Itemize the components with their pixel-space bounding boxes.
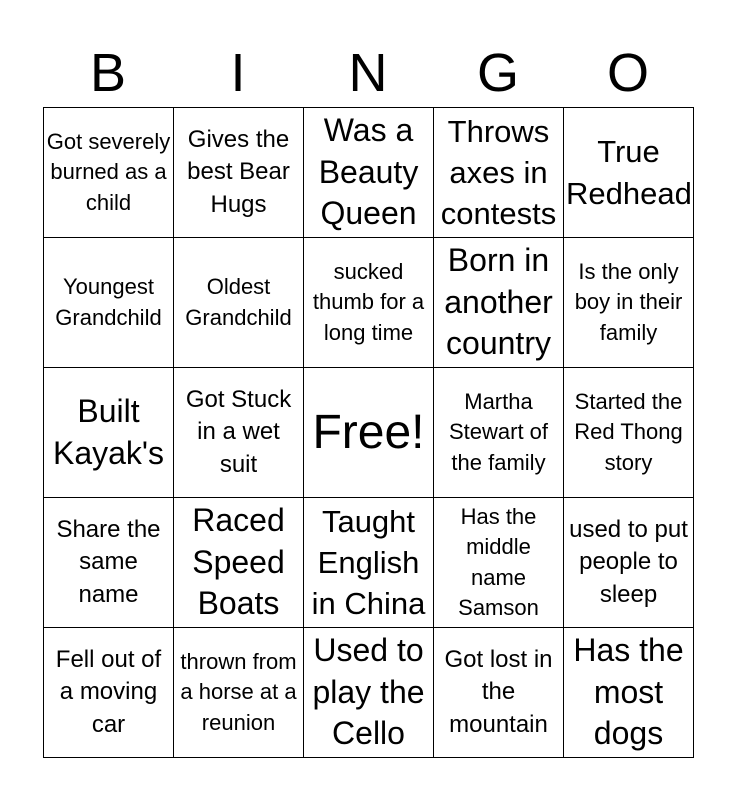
bingo-cell[interactable]: Built Kayak's <box>44 368 174 498</box>
bingo-card <box>43 107 694 758</box>
bingo-cell[interactable]: Taught English in China <box>304 498 434 628</box>
bingo-row <box>44 108 694 238</box>
bingo-cell[interactable]: Got Stuck in a wet suit <box>174 368 304 498</box>
bingo-cell[interactable]: Raced Speed Boats <box>174 498 304 628</box>
bingo-row <box>44 368 694 498</box>
bingo-cell[interactable]: Gives the best Bear Hugs <box>174 108 304 238</box>
bingo-cell[interactable]: Got lost in the mountain <box>434 628 564 758</box>
header-letter-n: N <box>348 43 388 103</box>
bingo-cell[interactable]: Born in another country <box>434 238 564 368</box>
bingo-cell[interactable]: Fell out of a moving car <box>44 628 174 758</box>
bingo-row <box>44 628 694 758</box>
header-letter-i: I <box>230 43 246 103</box>
bingo-cell[interactable]: Oldest Grandchild <box>174 238 304 368</box>
bingo-cell[interactable]: True Redhead <box>564 108 694 238</box>
header-letter-b: B <box>89 43 127 103</box>
bingo-cell[interactable]: Started the Red Thong story <box>564 368 694 498</box>
bingo-cell[interactable]: thrown from a horse at a reunion <box>174 628 304 758</box>
bingo-cell[interactable]: sucked thumb for a long time <box>304 238 434 368</box>
bingo-cell[interactable]: Is the only boy in their family <box>564 238 694 368</box>
bingo-cell[interactable]: Throws axes in contests <box>434 108 564 238</box>
bingo-cell[interactable]: Youngest Grandchild <box>44 238 174 368</box>
bingo-cell[interactable]: Has the middle name Samson <box>434 498 564 628</box>
bingo-cell[interactable]: Used to play the Cello <box>304 628 434 758</box>
bingo-row <box>44 498 694 628</box>
bingo-header <box>43 40 693 106</box>
bingo-cell[interactable]: Was a Beauty Queen <box>304 108 434 238</box>
bingo-row <box>44 238 694 368</box>
bingo-cell[interactable]: Has the most dogs <box>564 628 694 758</box>
bingo-cell[interactable]: Share the same name <box>44 498 174 628</box>
header-letter-g: G <box>476 43 519 103</box>
bingo-cell[interactable]: Got severely burned as a child <box>44 108 174 238</box>
bingo-cell[interactable]: used to put people to sleep <box>564 498 694 628</box>
bingo-cell[interactable]: Martha Stewart of the family <box>434 368 564 498</box>
free-space-cell[interactable]: Free! <box>304 368 434 498</box>
header-letter-o: O <box>606 43 649 103</box>
